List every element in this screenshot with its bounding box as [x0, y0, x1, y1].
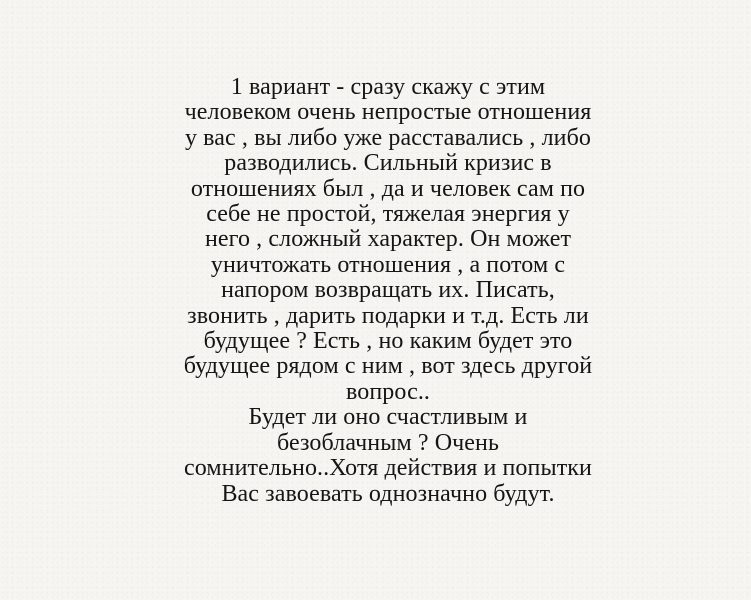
text-line-16: сомнительно..Хотя действия и попытки [183, 455, 592, 482]
text-line-3: у вас , вы либо уже расставались , либо [184, 124, 592, 151]
text-line-6: себе не простой, тяжелая энергия у [206, 201, 570, 228]
text-line-14: Будет ли оно счастливым и [248, 404, 528, 431]
text-line-15: безоблачным ? Очень [276, 429, 500, 456]
text-line-10: звонить , дарить подарки и т.д. Есть ли [187, 302, 589, 329]
text-line-7: него , сложный характер. Он может [204, 226, 572, 253]
text-line-1: 1 вариант - сразу скажу с этим [230, 74, 546, 100]
story-text [150, 75, 626, 507]
text-line-11: будущее ? Есть , но каким будет это [203, 328, 573, 355]
text-line-2: человеком очень непростые отношения [184, 99, 592, 126]
text-line-4: разводились. Сильный кризис в [224, 150, 552, 177]
text-line-5: отношениях был , да и человек сам по [190, 175, 586, 202]
text-line-8: уничтожать отношения , а потом с [210, 251, 566, 278]
text-line-9: напором возвращать их. Писать, [221, 277, 555, 304]
text-line-13: вопрос.. [345, 378, 431, 405]
text-line-12: будущее рядом с ним , вот здесь другой [183, 353, 593, 380]
text-line-17: Вас завоевать однозначно будут. [221, 480, 555, 507]
